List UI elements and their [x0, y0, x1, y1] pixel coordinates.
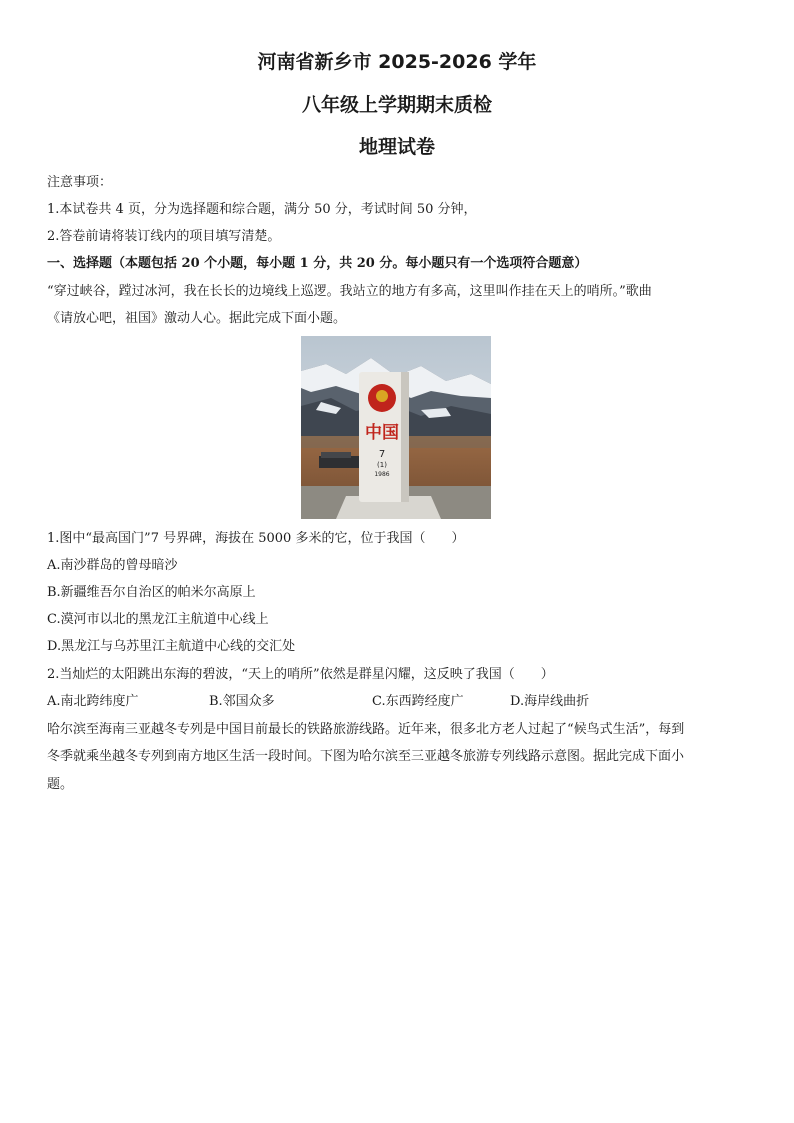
- q2-option-c: C.东西跨经度广: [372, 694, 464, 709]
- marker-number-text: 7: [378, 449, 386, 460]
- boundary-marker-photo: [301, 336, 491, 519]
- q2-option-d: D.海岸线曲折: [510, 694, 590, 709]
- exam-title-line2: 八年级上学期期末质检: [301, 94, 492, 116]
- q1-stem: 1.图中“最高国门”7 号界碑，海拔在 5000 多米的它，位于我国（ ）: [47, 531, 465, 546]
- passage2-line3: 题。: [47, 777, 74, 792]
- marker-sub-text: (1): [377, 461, 387, 469]
- boundary-marker-illustration: [301, 336, 491, 519]
- passage2-line1: 哈尔滨至海南三亚越冬专列是中国目前最长的铁路旅游线路。近年来，很多北方老人过起了“候鸟式生活”，每到: [47, 722, 685, 737]
- q2-option-a: A.南北跨纬度广: [47, 694, 139, 709]
- q2-stem: 2.当灿烂的太阳跳出东海的碧波，“天上的哨所”依然是群星闪耀，这反映了我国（ ）: [47, 667, 554, 682]
- section-heading-choice: 一、选择题（本题包括 20 个小题，每小题 1 分，共 20 分。每小题只有一个选项符合题意）: [47, 256, 588, 271]
- q2-option-b: B.邻国众多: [209, 694, 275, 709]
- q1-option-c: C.漠河市以北的黑龙江主航道中心线上: [47, 612, 269, 627]
- passage1-line2: 《请放心吧，祖国》激动人心。据此完成下面小题。: [47, 311, 347, 326]
- marker-year-text: 1986: [374, 471, 390, 478]
- q1-option-d: D.黑龙江与乌苏里江主航道中心线的交汇处: [47, 639, 296, 654]
- passage1-line1: “穿过峡谷，蹚过冰河，我在长长的边境线上巡逻。我站立的地方有多高，这里叫作挂在天上的哨所。”歌曲: [47, 284, 652, 299]
- notice-item-1: 1.本试卷共 4 页，分为选择题和综合题，满分 50 分，考试时间 50 分钟，: [47, 202, 477, 217]
- exam-title-line3: 地理试卷: [358, 136, 435, 158]
- notice-item-2: 2.答卷前请将装订线内的项目填写清楚。: [47, 229, 281, 244]
- q1-option-a: A.南沙群岛的曾母暗沙: [47, 558, 178, 573]
- marker-country-text: 中国: [365, 423, 399, 443]
- passage2-line2: 冬季就乘坐越冬专列到南方地区生活一段时间。下图为哈尔滨至三亚越冬旅游专列线路示意图。据此完成下面小: [47, 749, 685, 764]
- notice-heading: 注意事项：: [47, 175, 113, 190]
- q1-option-b: B.新疆维吾尔自治区的帕米尔高原上: [47, 585, 256, 600]
- exam-title-line1: 河南省新乡市 2025-2026 学年: [257, 51, 537, 73]
